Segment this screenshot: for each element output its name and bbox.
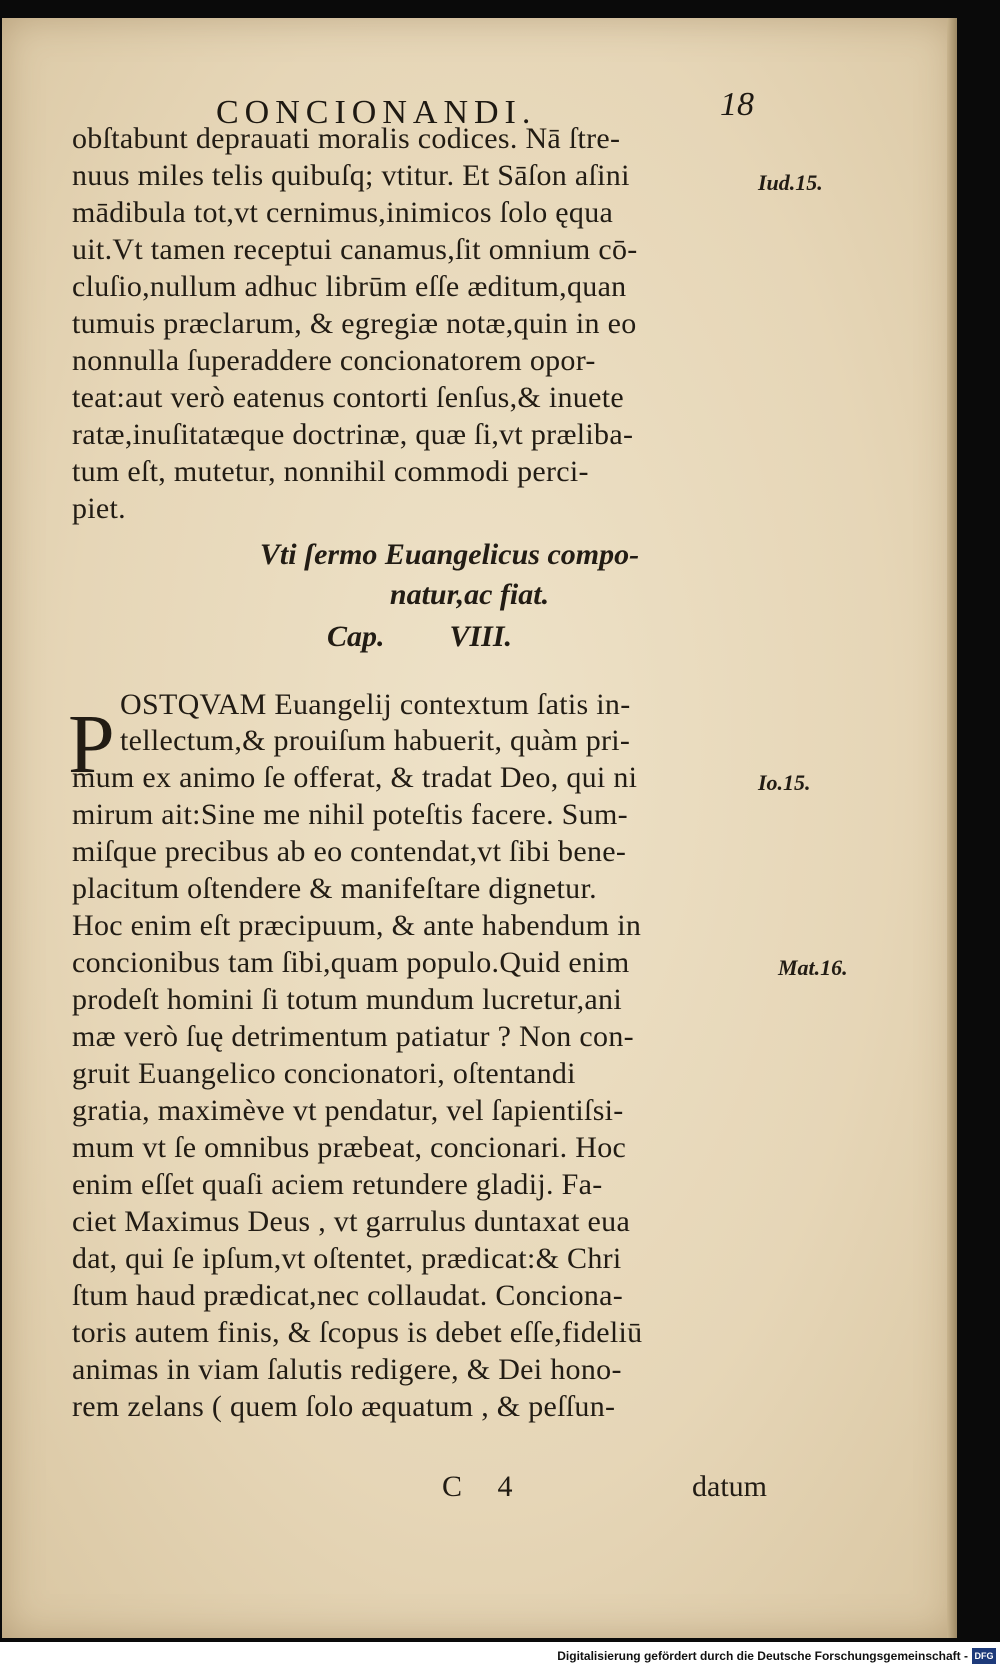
- text-line: uit.Vt tamen receptui canamus,ſit omnium cō-: [72, 233, 638, 266]
- digitization-credit: Digitalisierung gefördert durch die Deutsche Forschungsgemeinschaft -: [557, 1649, 968, 1663]
- text-line: rem zelans ( quem ſolo æquatum , & peſſun-: [72, 1390, 616, 1423]
- text-line: miſque precibus ab eo contendat,vt ſibi bene-: [72, 835, 627, 868]
- text-line: prodeſt homini ſi totum mundum lucretur,ani: [72, 983, 622, 1016]
- text-line: placitum oſtendere & manifeſtare dignetur.: [72, 872, 597, 905]
- footer-bar: [0, 1642, 1000, 1672]
- text-line: gratia, maximève vt pendatur, vel ſapientiſsi-: [72, 1094, 624, 1127]
- dfg-logo-icon: DFG: [972, 1648, 996, 1664]
- text-line: ratæ,inuſitatæque doctrinæ, quæ ſi,vt prælibа-: [72, 418, 634, 451]
- text-line: mum vt ſe omnibus præbeat, concionari. Hoc: [72, 1131, 627, 1164]
- text-line: mirum ait:Sine me nihil poteſtis facere. Sum-: [72, 798, 628, 831]
- text-line: tellectum,& prouiſum habuerit, quàm pri-: [120, 724, 631, 757]
- text-line: mādibula tot,vt cernimus,inimicos ſolo ęqua: [72, 196, 614, 229]
- page-edge: [947, 18, 957, 1638]
- text-line: cluſio,nullum adhuc librūm eſſe æditum,quan: [72, 270, 627, 303]
- chapter-title-line-1: Vti ſermo Euangelicus compo-: [259, 538, 640, 571]
- chapter-title-line-2: natur,ac fiat.: [389, 578, 550, 611]
- marginal-reference: Iud.15.: [758, 170, 823, 195]
- text-line: animas in viam ſalutis redigere, & Dei hono-: [72, 1353, 622, 1386]
- text-line: piet.: [72, 492, 126, 525]
- text-line: OSTQVAM Euangelij contextum ſatis in-: [120, 688, 631, 721]
- text-line: tum eſt, mutetur, nonnihil commodi perci-: [72, 455, 589, 488]
- text-line: ſtum haud prædicat,nec collaudat. Conciona-: [72, 1279, 624, 1312]
- running-title: CONCIONANDI.: [216, 94, 537, 131]
- text-line: mæ verò ſuę detrimentum patiatur ? Non con-: [72, 1020, 634, 1053]
- text-line: mum ex animo ſe offerat, & tradat Deo, qui ni: [72, 761, 638, 794]
- signature-mark: C 4: [442, 1470, 527, 1503]
- text-line: enim eſſet quaſi aciem retundere gladij. Fa-: [72, 1168, 603, 1201]
- marginal-reference: Io.15.: [758, 770, 811, 795]
- book-page: [2, 18, 957, 1638]
- cap-label: Cap.: [326, 620, 385, 653]
- text-line: ciet Maximus Deus , vt garrulus duntaxat eua: [72, 1205, 631, 1238]
- chapter-label: [0, 620, 897, 654]
- text-line: nuus miles telis quibuſq; vtitur. Et Sāſon aſini: [72, 159, 630, 192]
- text-line: Hoc enim eſt præcipuum, & ante habendum in: [72, 909, 642, 942]
- text-line: teat:aut verò eatenus contorti ſenſus,& inuete: [72, 381, 624, 414]
- cap-number: VIII.: [449, 620, 513, 653]
- marginal-reference: Mat.16.: [778, 955, 848, 980]
- text-line: concionibus tam ſibi,quam populo.Quid enim: [72, 946, 630, 979]
- text-line: gruit Euangelico concionatori, oſtentandi: [72, 1057, 576, 1090]
- page-number: 18: [720, 86, 754, 123]
- text-line: toris autem finis, & ſcopus is debet eſſe,fideliū: [72, 1316, 643, 1349]
- catchword: datum: [692, 1470, 767, 1503]
- text-line: tumuis præclarum, & egregiæ notæ,quin in eo: [72, 307, 637, 340]
- text-line: dat, qui ſe ipſum,vt oſtentet, prædicat:& Chri: [72, 1242, 622, 1275]
- drop-capital: P: [68, 698, 115, 791]
- text-line: nonnulla ſuperaddere concionatorem opor-: [72, 344, 596, 377]
- text-line: obſtabunt deprauati moralis codices. Nā ſtre-: [72, 122, 621, 155]
